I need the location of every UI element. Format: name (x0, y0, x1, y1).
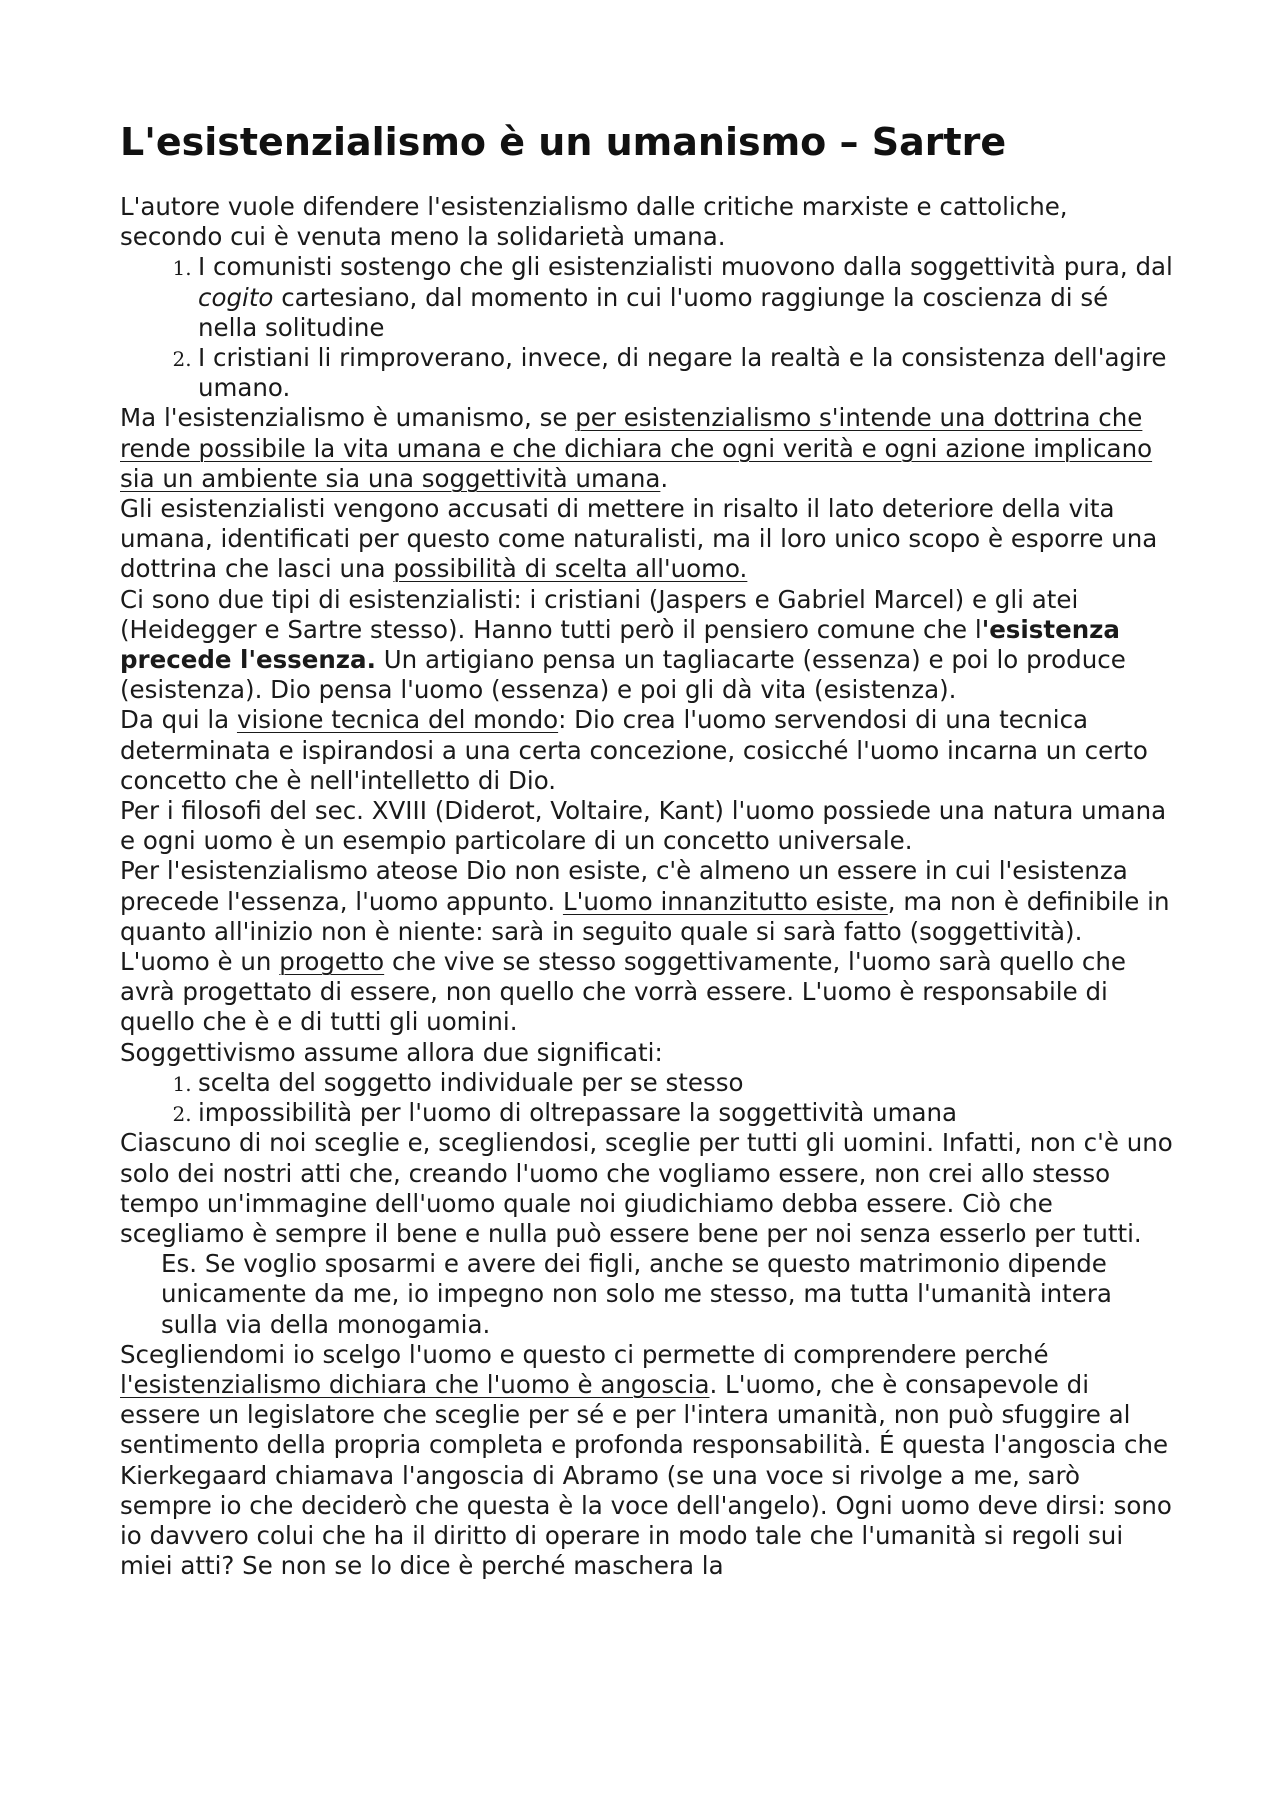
paragraph-text: Gli esistenzialisti vengono accusati di mettere in risalto il lato deteriore della vita umana, identificati per questo come naturalisti, ma il loro unico scopo è esporre una dottrina che lasci una (120, 494, 1158, 584)
subjectivism-paragraph: Soggettivismo assume allora due significati: (120, 1037, 663, 1067)
types-paragraph (120, 585, 1175, 706)
underlined-text: per esistenzialismo s'intende una dottrina che rende possibile la vita umana e che dichiara che ogni verità e ogni azione implicano sia un ambiente sia una soggettività umana (120, 403, 1153, 493)
underlined-text: L'uomo innanzitutto esiste (562, 886, 888, 916)
paragraph-text: che vive se stesso soggettivamente, l'uomo sarà quello che avrà progettato di essere, non quello che vorrà essere. L'uomo è responsabile di quello che è e di tutti gli uomini. (120, 947, 1126, 1037)
project-paragraph (120, 947, 1175, 1038)
list-item: 2. I cristiani li rimproverano, invece, di negare la realtà e la consistenza dell'agire umano. (198, 343, 1175, 403)
list-item-text: I comunisti sostengo che gli esistenzialisti muovono dalla soggettività pura, dal (198, 252, 1173, 282)
emphasis-text: cogito (198, 282, 274, 312)
paragraph-text: . L'uomo, che è consapevole di essere un legislatore che sceglie per sé e per l'intera umanità, non può sfuggire al sentimento della propria completa e profonda responsabilità. É questa l'angoscia che Kierkegaard chiamava l'angoscia di Abramo (se una voce si rivolge a me, sarò sempre io che deciderò che questa è la voce dell'angelo). Ogni uomo deve dirsi: sono io davvero colui che ha il diritto di operare in modo tale che l'umanità si regoli sui miei atti? Se non se lo dice è perché maschera la (120, 1369, 1172, 1581)
intro-paragraph: L'autore vuole difendere l'esistenzialismo dalle critiche marxiste e cattoliche, secondo cui è venuta meno la solidarietà umana. (120, 192, 1068, 252)
meanings-list (120, 1068, 1175, 1128)
humanism-paragraph (120, 403, 1175, 494)
bold-text: 'esistenza precede l'essenza. (120, 614, 1120, 675)
underlined-text: progetto (279, 947, 385, 977)
page-title: L'esistenzialismo è un umanismo – Sartre (120, 120, 1007, 164)
paragraph-text: Per l'esistenzialismo ateose Dio non esiste, c'è almeno un essere in cui l'esistenza precede l'essenza, l'uomo appunto. (120, 856, 1128, 916)
paragraph-text: Ma l'esistenzialismo è umanismo, se (120, 403, 576, 433)
atheist-paragraph (120, 856, 1175, 947)
list-item-text: cartesiano, dal momento in cui l'uomo raggiunge la coscienza di sé nella solitudine (198, 282, 1109, 342)
paragraph-text: : Dio crea l'uomo servendosi di una tecnica determinata e ispirandosi a una certa concezione, cosicché l'uomo incarna un certo concetto che è nell'intelletto di Dio. (120, 705, 1148, 795)
underlined-text: l'esistenzialismo dichiara che l'uomo è angoscia (120, 1369, 710, 1399)
document-page (120, 118, 1175, 1581)
list-item (198, 252, 1175, 343)
anguish-paragraph (120, 1340, 1175, 1582)
paragraph-text: Scegliendomi io scelgo l'uomo e questo ci permette di comprendere perché (120, 1339, 1049, 1369)
underlined-text: possibilità di scelta all'uomo. (393, 554, 748, 584)
paragraph-text: Da qui la (120, 705, 237, 735)
philosophers-paragraph: Per i filosofi del sec. XVIII (Diderot, Voltaire, Kant) l'uomo possiede una natura umana e ogni uomo è un esempio particolare di un concetto universale. (120, 796, 1167, 856)
technical-paragraph (120, 705, 1175, 796)
paragraph-text: Ci sono due tipi di esistenzialisti: i cristiani (Jaspers e Gabriel Marcel) e gli atei (Heidegger e Sartre stesso). Hanno tutti però il pensiero comune che l (120, 584, 1079, 644)
example-paragraph: Es. Se voglio sposarmi e avere dei figli, anche se questo matrimonio dipende unicamente da me, io impegno non solo me stesso, ma tutta l'umanità intera sulla via della monogamia. (161, 1249, 1112, 1339)
list-item: 1. scelta del soggetto individuale per se stesso (198, 1068, 1175, 1098)
paragraph-text: , ma non è definibile in quanto all'inizio non è niente: sarà in seguito quale si sarà fatto (soggettività). (120, 886, 1170, 946)
paragraph-text: Un artigiano pensa un tagliacarte (essenza) e poi lo produce (esistenza). Dio pensa l'uomo (essenza) e poi gli dà vita (esistenza). (120, 645, 1126, 705)
underlined-text: visione tecnica del mondo (236, 705, 559, 735)
list-item: 2. impossibilità per l'uomo di oltrepassare la soggettività umana (198, 1098, 1175, 1128)
accused-paragraph (120, 494, 1175, 585)
paragraph-text: L'uomo è un (120, 947, 280, 977)
choice-paragraph: Ciascuno di noi sceglie e, scegliendosi, sceglie per tutti gli uomini. Infatti, non c'è uno solo dei nostri atti che, creando l'uomo che vogliamo essere, non crei allo stesso tempo un'immagine dell'uomo quale noi giudichiamo debba essere. Ciò che scegliamo è sempre il bene e nulla può essere bene per noi senza esserlo per tutti. (120, 1128, 1173, 1248)
criticisms-list (120, 252, 1175, 403)
paragraph-text: . (660, 463, 669, 493)
